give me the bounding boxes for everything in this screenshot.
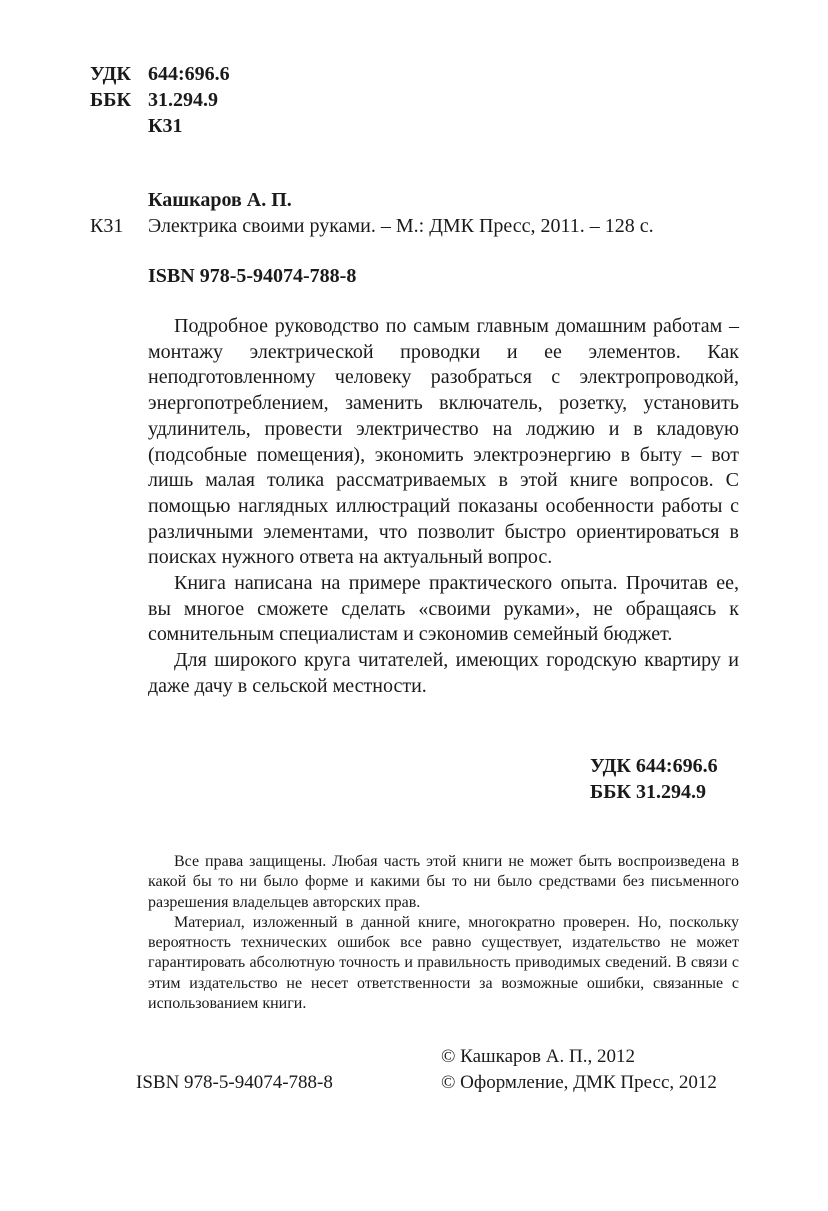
author-name: Кашкаров А. П. bbox=[148, 189, 292, 211]
copyright-design: © Оформление, ДМК Пресс, 2012 bbox=[441, 1072, 717, 1093]
footer-udk: УДК 644:696.6 bbox=[590, 755, 718, 777]
bbk-label: ББК bbox=[90, 89, 131, 111]
legal-notice bbox=[148, 852, 739, 1014]
legal-paragraph: Все права защищены. Любая часть этой книги не может быть воспроизведена в какой бы то ни было форме и какими бы то ни было средствами без письменного разрешения владельцев авторских прав. bbox=[148, 853, 739, 911]
isbn-imprint: ISBN 978-5-94074-788-8 bbox=[136, 1072, 333, 1093]
annotation-paragraph: Книга написана на примере практического опыта. Прочитав ее, вы многое сможете сделать «своими руками», не обращаясь к сомнительным специалистам и сэкономив семейный бюджет. bbox=[148, 572, 739, 646]
copyright-author: © Кашкаров А. П., 2012 bbox=[441, 1046, 635, 1067]
annotation-paragraph: Подробное руководство по самым главным домашним работам – монтажу электрической проводки и ее элементов. Как неподготовленному человеку разобраться с электропроводкой, энергопотреблением, заменить включатель, розетку, установить удлинитель, провести электричество на лоджию и в кладовую (подсобные помещения), экономить электроэнергию в быту – вот лишь малая толика рассматриваемых в этой книге вопросов. С помощью наглядных иллюстраций показаны особенности работы с различными элементами, что позволит быстро ориентироваться в поисках нужного ответа на актуальный вопрос. bbox=[148, 315, 739, 569]
author-mark-top: К31 bbox=[148, 115, 183, 137]
author-mark-entry: К31 bbox=[90, 215, 124, 237]
annotation-paragraph: Для широкого круга читателей, имеющих городскую квартиру и даже дачу в сельской местности. bbox=[148, 649, 739, 697]
udk-value: 644:696.6 bbox=[148, 63, 230, 85]
isbn-entry: ISBN 978-5-94074-788-8 bbox=[148, 265, 357, 287]
title-line: Электрика своими руками. – М.: ДМК Пресс, 2011. – 128 с. bbox=[148, 215, 654, 237]
legal-paragraph: Материал, изложенный в данной книге, многократно проверен. Но, поскольку вероятность технических ошибок все равно существует, издательство не может гарантировать абсолютную точность и правильность приводимых сведений. В связи с этим издательство не несет ответственности за возможные ошибки, связанные с использованием книги. bbox=[148, 913, 739, 1013]
footer-bbk: ББК 31.294.9 bbox=[590, 781, 706, 803]
udk-label: УДК bbox=[90, 63, 131, 85]
annotation bbox=[148, 314, 739, 700]
bbk-value: 31.294.9 bbox=[148, 89, 218, 111]
